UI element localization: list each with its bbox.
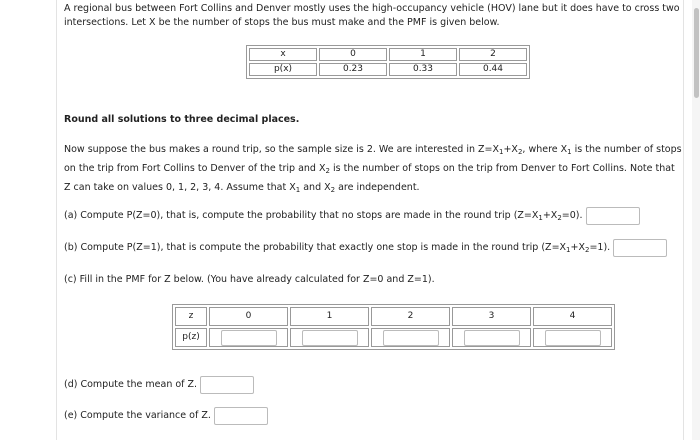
z-value-cell: 0: [209, 307, 288, 326]
pz-input-1[interactable]: [302, 330, 358, 346]
table-row: [175, 307, 612, 326]
x-header-cell: x: [249, 48, 317, 61]
setup-line-1: Now suppose the bus makes a round trip, so the sample size is 2. We are interested in $Z=X_1+X_2$, where $X_1$ is the number of stops: [64, 144, 682, 156]
pz-cell: [452, 328, 531, 347]
pz-cell: [533, 328, 612, 347]
answer-a-input[interactable]: [586, 207, 640, 225]
pz-cell: [209, 328, 288, 347]
pmf-z-table: [172, 304, 615, 350]
question-c: (c) Fill in the PMF for Z below. (You have already calculated for Z=0 and Z=1).: [64, 274, 435, 285]
table-row: [249, 48, 527, 61]
question-d: (d) Compute the mean of Z.: [64, 375, 684, 394]
intro-line-2: intersections. Let X be the number of stops the bus must make and the PMF is given below.: [64, 17, 500, 28]
question-e: (e) Compute the variance of Z.: [64, 406, 684, 425]
pz-cell: [290, 328, 369, 347]
answer-e-input[interactable]: [214, 407, 268, 425]
rounding-note: Round all solutions to three decimal places.: [64, 114, 300, 125]
z-value-cell: 4: [533, 307, 612, 326]
scrollbar-track[interactable]: [692, 0, 700, 440]
z-value-cell: 1: [290, 307, 369, 326]
pz-cell: [371, 328, 450, 347]
p-value-cell: 0.23: [319, 63, 387, 76]
pz-input-0[interactable]: [221, 330, 277, 346]
question-b: (b) Compute P(Z=1), that is compute the probability that exactly one stop is made in the round trip $(Z=X_1+X_2=1)$.: [64, 238, 684, 257]
z-value-cell: 3: [452, 307, 531, 326]
z-header-cell: z: [175, 307, 207, 326]
x-value-cell: 0: [319, 48, 387, 61]
pz-input-2[interactable]: [383, 330, 439, 346]
scrollbar-thumb[interactable]: [694, 8, 699, 98]
table-row: [175, 328, 612, 347]
intro-line-1: A regional bus between Fort Collins and Denver mostly uses the high-occupancy vehicle (HOV) lane but it does have to cross two: [64, 3, 680, 14]
setup-paragraph: [64, 140, 684, 197]
p-header-cell: p(x): [249, 63, 317, 76]
p-value-cell: 0.44: [459, 63, 527, 76]
pz-header-cell: p(z): [175, 328, 207, 347]
question-a: (a) Compute P(Z=0), that is, compute the probability that no stops are made in the round trip $(Z=X_1+X_2=0)$.: [64, 206, 684, 225]
problem-intro: [64, 2, 684, 30]
pmf-x-table: [246, 45, 530, 79]
answer-d-input[interactable]: [200, 376, 254, 394]
pz-input-3[interactable]: [464, 330, 520, 346]
setup-line-3: Z can take on values 0, 1, 2, 3, 4. Assume that $X_1$ and $X_2$ are independent.: [64, 182, 420, 194]
x-value-cell: 1: [389, 48, 457, 61]
p-value-cell: 0.33: [389, 63, 457, 76]
setup-line-2: on the trip from Fort Collins to Denver of the trip and $X_2$ is the number of stops on the trip from Denver to Fort Collins. Note that: [64, 163, 675, 175]
answer-b-input[interactable]: [613, 239, 667, 257]
pz-input-4[interactable]: [545, 330, 601, 346]
table-row: [249, 63, 527, 76]
x-value-cell: 2: [459, 48, 527, 61]
z-value-cell: 2: [371, 307, 450, 326]
